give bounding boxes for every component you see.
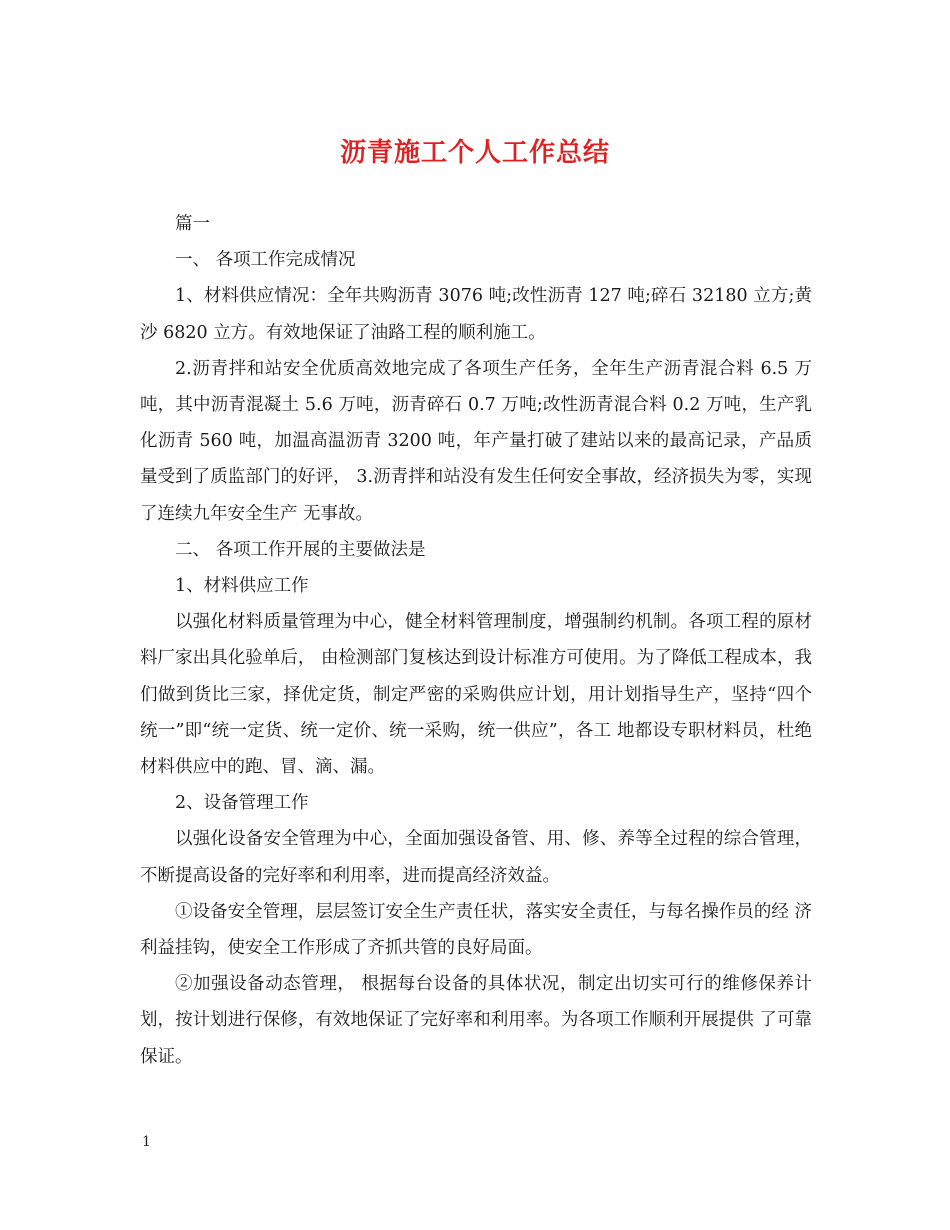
paragraph-mixing-station-production: 2.沥青拌和站安全优质高效地完成了各项生产任务，全年生产沥青混合料 6.5 万吨，其中沥青混凝土 5.6 万吨，沥青碎石 0.7 万吨;改性沥青混合料 0.2 万吨，生产乳化沥青 560 吨，加温高温沥青 3200 吨，年产量打破了建站以来的最高记录，产品质量受到了质监部门的好评， 3.沥青拌和站没有发生任何安全事故，经济损失为零，实现了连续九年安全生产 无事故。 (140, 358, 812, 524)
heading-work-completion: 一、 各项工作完成情况 (175, 250, 356, 271)
paragraph-equipment-dynamic-management: ②加强设备动态管理， 根据每台设备的具体状况，制定出切实可行的维修保养计 划，按计划进行保修，有效地保证了完好率和利用率。为各项工作顺利开展提供 了可靠保证。 (140, 974, 812, 1067)
section-label-part-one: 篇一 (175, 214, 210, 234)
paragraph-equipment-safety-overview: 以强化设备安全管理为中心，全面加强设备管、用、修、养等全过程的综合管理，不断提高设备的完好率和利用率，进而提高经济效益。 (140, 829, 812, 886)
heading-main-practices: 二、 各项工作开展的主要做法是 (175, 539, 426, 560)
page-number: 1 (142, 1134, 151, 1150)
document-body (140, 206, 812, 1075)
subheading-material-supply-work: 1、材料供应工作 (175, 576, 309, 597)
paragraph-material-quality-management: 以强化材料质量管理为中心，健全材料管理制度，增强制约机制。各项工程的原材料厂家出具化验单后， 由检测部门复核达到设计标准方可使用。为了降低工程成本，我们做到货比三家，择优定货，制定严密的采购供应计划，用计划指导生产，坚持“四个统一”即“统一定货、统一定价、统一采购，统一供应”，各工 地都设专职材料员，杜绝材料供应中的跑、冒、滴、漏。 (140, 612, 812, 778)
paragraph-equipment-safety-responsibility: ①设备安全管理，层层签订安全生产责任状，落实安全责任，与每名操作员的经 济利益挂钩，使安全工作形成了齐抓共管的良好局面。 (140, 901, 812, 959)
paragraph-material-supply-status: 1、材料供应情况：全年共购沥青 3076 吨;改性沥青 127 吨;碎石 32180 立方;黄沙 6820 立方。有效地保证了油路工程的顺利施工。 (140, 286, 812, 343)
document-title: 沥青施工个人工作总结 (339, 138, 610, 168)
subheading-equipment-management: 2、设备管理工作 (175, 793, 309, 814)
